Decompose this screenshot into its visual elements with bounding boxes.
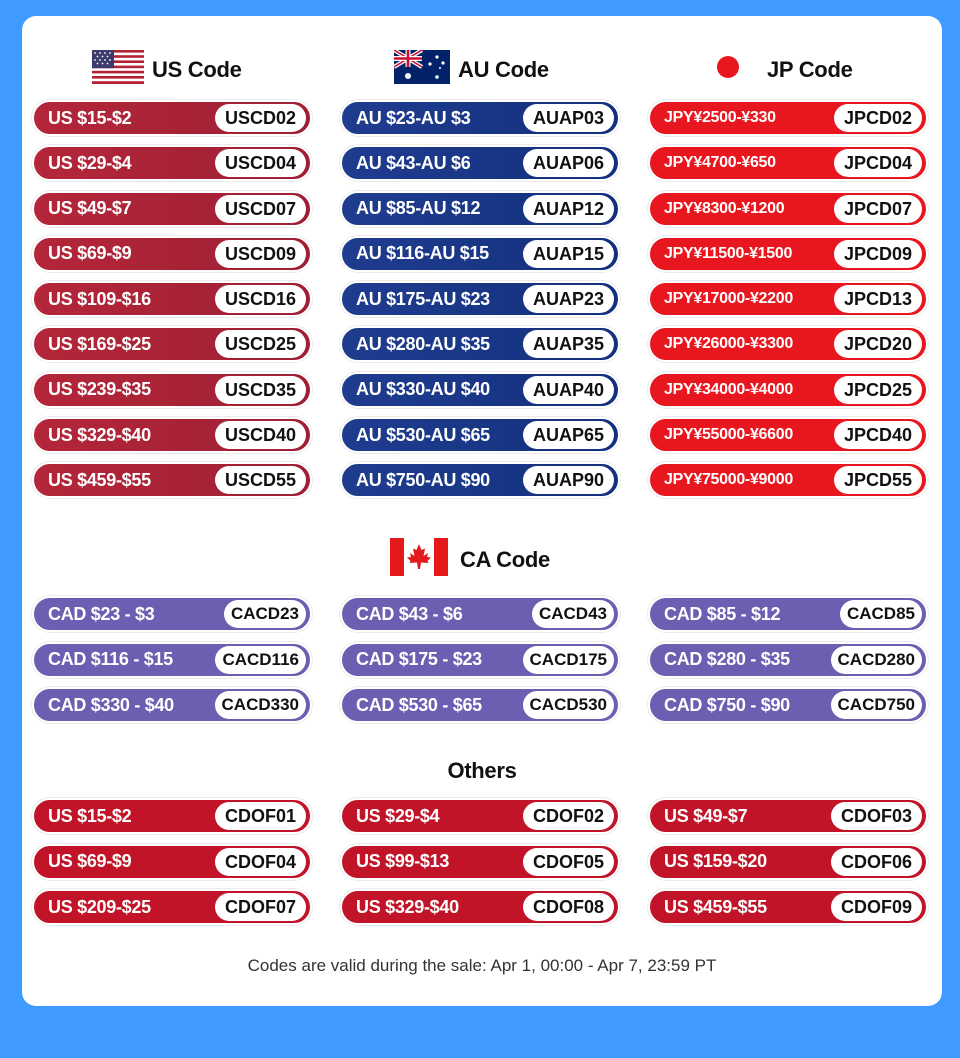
us-code-heading: [92, 50, 242, 90]
coupon-code[interactable]: JPCD13: [834, 285, 922, 313]
coupon-code[interactable]: CDOF06: [831, 848, 922, 876]
ca-flag-icon: [390, 538, 448, 582]
coupon-pill: [648, 417, 928, 453]
coupon-code[interactable]: AUAP65: [523, 421, 614, 449]
coupon-price: JPY¥2500-¥330: [664, 109, 776, 126]
coupon-code[interactable]: AUAP12: [523, 195, 614, 223]
coupon-pill: [648, 889, 928, 925]
coupon-code[interactable]: CACD85: [840, 600, 922, 628]
coupon-pill: [32, 642, 312, 678]
coupon-pill: [648, 798, 928, 834]
top-code-grid: [32, 100, 932, 498]
coupon-price: AU $175-AU $23: [356, 288, 490, 309]
coupon-price: US $69-$9: [48, 851, 132, 871]
coupon-pill: [340, 326, 620, 362]
coupon-code[interactable]: AUAP06: [523, 149, 614, 177]
coupon-pill: [340, 798, 620, 834]
coupon-pill: [32, 798, 312, 834]
coupon-pill: [340, 100, 620, 136]
coupon-price: AU $330-AU $40: [356, 379, 490, 400]
coupon-pill: [648, 236, 928, 272]
coupon-price: JPY¥75000-¥9000: [664, 471, 793, 489]
coupon-code[interactable]: USCD40: [215, 421, 306, 449]
coupon-code[interactable]: USCD25: [215, 330, 306, 358]
coupon-code[interactable]: CDOF05: [523, 848, 614, 876]
coupon-price: US $49-$7: [664, 805, 748, 826]
coupon-price: US $329-$40: [48, 424, 151, 445]
coupon-price: JPY¥17000-¥2200: [664, 290, 793, 308]
coupon-price: AU $116-AU $15: [356, 243, 489, 264]
coupon-code[interactable]: USCD35: [215, 376, 306, 404]
coupon-pill: [648, 687, 928, 723]
coupon-pill: [32, 372, 312, 408]
coupon-code[interactable]: AUAP90: [523, 466, 614, 494]
coupon-price: CAD $280 - $35: [664, 649, 790, 669]
coupon-code[interactable]: CDOF07: [215, 893, 306, 921]
jp-flag-icon: [715, 50, 741, 90]
coupon-price: US $69-$9: [48, 243, 132, 264]
coupon-code[interactable]: JPCD55: [834, 466, 922, 494]
coupon-price: CAD $116 - $15: [48, 649, 173, 669]
coupon-price: AU $85-AU $12: [356, 198, 481, 219]
coupon-pill: [340, 145, 620, 181]
coupon-price: JPY¥55000-¥6600: [664, 426, 793, 444]
coupon-pill: [648, 462, 928, 498]
coupon-pill: [32, 281, 312, 317]
coupon-price: CAD $23 - $3: [48, 603, 155, 624]
coupon-code[interactable]: JPCD25: [834, 376, 922, 404]
coupon-price: JPY¥26000-¥3300: [664, 335, 793, 353]
coupon-code[interactable]: CACD750: [831, 691, 922, 719]
coupon-code[interactable]: AUAP23: [523, 285, 614, 313]
jp-code-title: JP Code: [767, 57, 853, 82]
coupon-code[interactable]: USCD02: [215, 104, 306, 132]
ca-code-grid: [32, 596, 932, 723]
coupon-code[interactable]: JPCD02: [834, 104, 922, 132]
jp-code-list: [648, 100, 928, 498]
coupon-pill: [340, 372, 620, 408]
us-code-title: US Code: [152, 57, 242, 82]
coupon-pill: [648, 596, 928, 632]
coupon-pill: [648, 372, 928, 408]
coupon-pill: [32, 236, 312, 272]
coupon-code[interactable]: AUAP15: [523, 240, 614, 268]
coupon-pill: [32, 596, 312, 632]
others-code-grid: [32, 798, 932, 925]
coupon-price: JPY¥8300-¥1200: [664, 199, 785, 217]
coupon-code[interactable]: USCD55: [215, 466, 306, 494]
coupon-pill: [648, 326, 928, 362]
us-code-list: [32, 100, 312, 498]
coupon-pill: [648, 642, 928, 678]
coupon-price: US $99-$13: [356, 851, 450, 871]
coupon-price: US $459-$55: [664, 896, 767, 917]
coupon-code[interactable]: CDOF08: [523, 893, 614, 921]
au-flag-icon: [394, 50, 450, 90]
us-flag-icon: [92, 50, 144, 90]
coupon-pill: [340, 462, 620, 498]
coupon-price: CAD $85 - $12: [664, 603, 781, 624]
coupon-code[interactable]: AUAP03: [523, 104, 614, 132]
coupon-price: US $239-$35: [48, 379, 151, 400]
coupon-code[interactable]: CACD330: [215, 691, 306, 719]
coupon-pill: [32, 191, 312, 227]
coupon-code[interactable]: AUAP40: [523, 376, 614, 404]
coupon-code[interactable]: AUAP35: [523, 330, 614, 358]
validity-note: Codes are valid during the sale: Apr 1, 00:00 - Apr 7, 23:59 PT: [247, 956, 717, 975]
coupon-pill: [32, 889, 312, 925]
coupon-pill: [648, 191, 928, 227]
coupon-price: JPY¥11500-¥1500: [664, 244, 793, 262]
coupon-code[interactable]: USCD09: [215, 240, 306, 268]
coupon-pill: [340, 687, 620, 723]
coupon-code[interactable]: JPCD04: [834, 149, 922, 177]
coupon-price: CAD $530 - $65: [356, 694, 482, 715]
coupon-price: CAD $175 - $23: [356, 649, 482, 669]
coupon-pill: [340, 236, 620, 272]
coupon-code[interactable]: CDOF01: [215, 802, 306, 830]
coupon-price: AU $750-AU $90: [356, 469, 490, 490]
coupon-code[interactable]: CACD23: [224, 600, 306, 628]
au-code-heading: [394, 50, 549, 90]
coupon-pill: [32, 100, 312, 136]
coupon-code[interactable]: JPCD07: [834, 195, 922, 223]
coupon-pill: [340, 417, 620, 453]
coupon-price: US $159-$20: [664, 851, 767, 871]
coupon-pill: [32, 326, 312, 362]
coupon-pill: [648, 281, 928, 317]
others-title: Others: [447, 758, 517, 783]
coupon-price: CAD $43 - $6: [356, 603, 463, 624]
ca-code-heading: [390, 538, 550, 582]
coupon-price: US $459-$55: [48, 469, 151, 490]
coupon-pill: [340, 844, 620, 880]
coupon-code[interactable]: CACD280: [831, 646, 922, 674]
coupon-pill: [32, 417, 312, 453]
coupon-pill: [340, 642, 620, 678]
coupon-price: US $15-$2: [48, 107, 132, 128]
coupon-price: US $15-$2: [48, 805, 132, 826]
coupon-code[interactable]: CDOF02: [523, 802, 614, 830]
coupon-code[interactable]: CACD116: [215, 646, 306, 674]
coupon-code[interactable]: USCD07: [215, 195, 306, 223]
coupon-pill: [32, 462, 312, 498]
coupon-pill: [340, 596, 620, 632]
coupon-code[interactable]: CACD530: [523, 691, 614, 719]
ca-code-title: CA Code: [460, 547, 550, 572]
au-code-list: [340, 100, 620, 498]
coupon-code[interactable]: JPCD20: [834, 330, 922, 358]
coupon-code[interactable]: CDOF04: [215, 848, 306, 876]
coupon-pill: [648, 844, 928, 880]
coupon-price: AU $43-AU $6: [356, 152, 471, 173]
coupon-price: US $29-$4: [356, 805, 440, 826]
coupon-price: US $329-$40: [356, 896, 459, 917]
coupon-pill: [32, 687, 312, 723]
coupon-price: US $169-$25: [48, 333, 151, 354]
coupon-code[interactable]: JPCD40: [834, 421, 922, 449]
coupon-code[interactable]: CDOF03: [831, 802, 922, 830]
coupon-price: US $109-$16: [48, 288, 151, 309]
coupon-price: AU $530-AU $65: [356, 424, 490, 445]
coupon-price: CAD $750 - $90: [664, 694, 790, 715]
coupon-price: AU $280-AU $35: [356, 333, 490, 354]
coupon-price: AU $23-AU $3: [356, 107, 471, 128]
coupon-pill: [648, 145, 928, 181]
coupon-code[interactable]: USCD16: [215, 285, 306, 313]
coupon-pill: [648, 100, 928, 136]
coupon-card: [22, 16, 942, 1006]
coupon-price: US $209-$25: [48, 896, 151, 917]
coupon-pill: [340, 281, 620, 317]
jp-code-heading: [715, 50, 853, 90]
coupon-pill: [32, 844, 312, 880]
au-code-title: AU Code: [458, 57, 549, 82]
coupon-pill: [32, 145, 312, 181]
coupon-price: JPY¥4700-¥650: [664, 154, 776, 172]
coupon-code[interactable]: CACD175: [523, 646, 614, 674]
coupon-pill: [340, 889, 620, 925]
coupon-code[interactable]: JPCD09: [834, 240, 922, 268]
coupon-code[interactable]: CDOF09: [831, 893, 922, 921]
coupon-price: US $49-$7: [48, 198, 132, 219]
coupon-price: JPY¥34000-¥4000: [664, 380, 793, 398]
coupon-pill: [340, 191, 620, 227]
coupon-code[interactable]: CACD43: [532, 600, 614, 628]
coupon-price: US $29-$4: [48, 152, 132, 173]
coupon-price: CAD $330 - $40: [48, 694, 174, 715]
others-heading: [22, 758, 942, 784]
coupon-code[interactable]: USCD04: [215, 149, 306, 177]
